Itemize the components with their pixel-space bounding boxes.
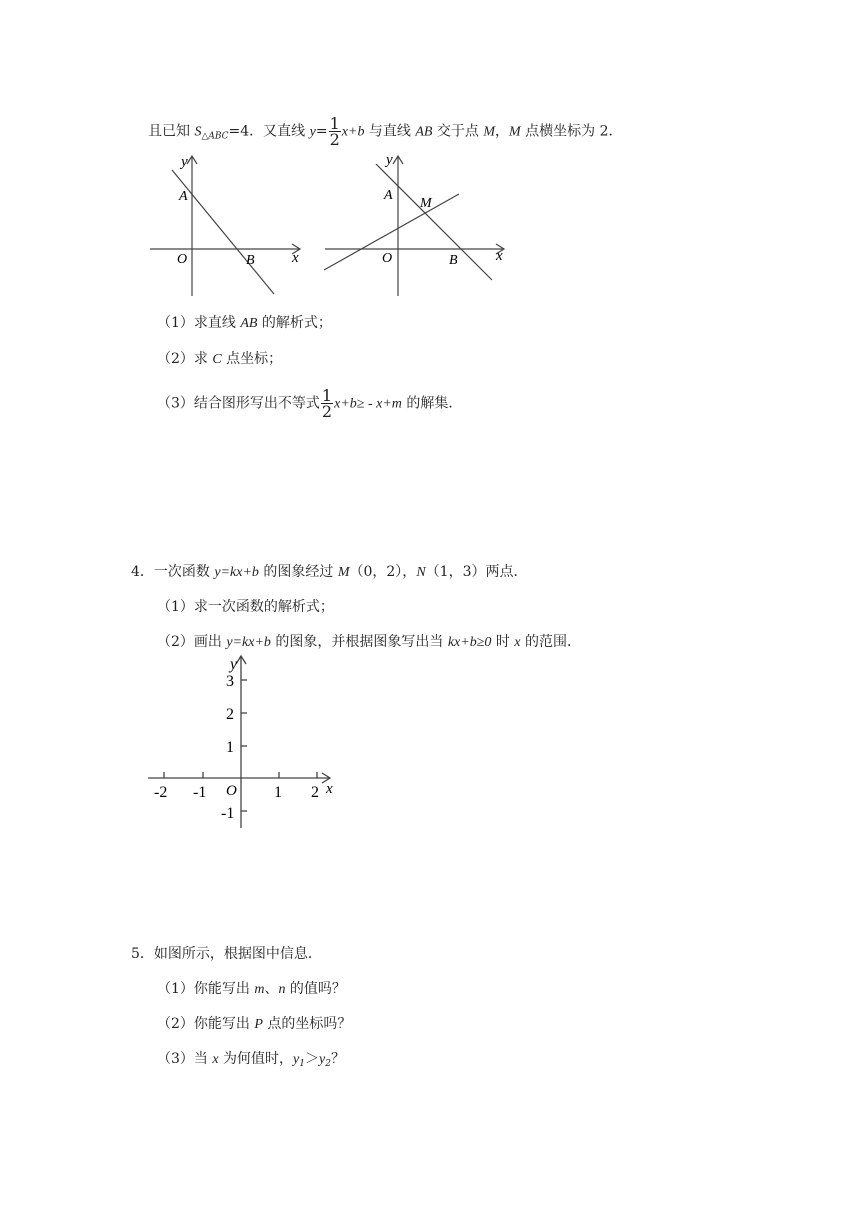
q5-stem xyxy=(131,944,322,964)
point-b-label: B xyxy=(246,253,255,268)
point-m-label: M xyxy=(420,196,432,211)
var-y1: y xyxy=(293,1052,300,1067)
text: 为何值时， xyxy=(218,1051,294,1067)
y-tick-label: 3 xyxy=(226,673,234,690)
var-x: x xyxy=(212,1052,219,1067)
fraction xyxy=(321,388,333,419)
q3-part-3 xyxy=(157,388,462,419)
text: 的解集． xyxy=(401,395,463,412)
point-p: P xyxy=(254,1017,263,1032)
text: 的范围． xyxy=(520,634,581,650)
area-symbol: S xyxy=(194,124,202,140)
x-tick-label: 1 xyxy=(274,784,282,801)
q3-figure-left xyxy=(140,150,310,300)
text: （2）求 xyxy=(157,351,213,367)
x-axis-label: x xyxy=(496,248,503,264)
point-m: M xyxy=(509,124,521,140)
var-m: m xyxy=(254,982,265,997)
text: （1，3）两点． xyxy=(425,564,528,580)
expr: x+b xyxy=(341,124,365,140)
origin-label: O xyxy=(226,783,237,799)
point-a-label: A xyxy=(384,188,393,203)
subscript: 2 xyxy=(325,1059,331,1069)
y-tick-label: -1 xyxy=(221,805,235,822)
var-n: n xyxy=(278,982,286,997)
text: 点的坐标吗？ xyxy=(262,1016,352,1032)
text: （3）结合图形写出不等式 xyxy=(157,395,320,412)
point-m: M xyxy=(337,565,350,580)
q3-figure-right xyxy=(320,150,510,300)
text: （0，2）， xyxy=(349,564,417,580)
origin-label: O xyxy=(382,251,393,266)
var-y2: y xyxy=(318,1052,326,1067)
text: 且已知 xyxy=(148,123,195,140)
text: 的图象经过 xyxy=(258,564,338,580)
fraction-den: 2 xyxy=(329,130,340,149)
q5-part-2 xyxy=(157,1014,351,1035)
y-tick-label: 2 xyxy=(226,706,234,723)
q5-part-1 xyxy=(157,979,346,1000)
q4-part-2 xyxy=(157,632,581,653)
text: 、 xyxy=(264,981,279,997)
text: 的图象，并根据图象写出当 xyxy=(270,634,448,650)
q3-part-1 xyxy=(157,313,332,334)
text: =4．又直线 xyxy=(228,123,310,140)
x-tick-label: 2 xyxy=(311,784,319,801)
text: （1）求直线 xyxy=(157,315,241,331)
text: 点坐标； xyxy=(221,351,283,367)
q5-part-3 xyxy=(157,1049,345,1074)
point-a-label: A xyxy=(179,189,188,204)
point-b-label: B xyxy=(449,253,458,268)
x-tick-label: -2 xyxy=(154,784,168,801)
text: （3）当 xyxy=(157,1051,213,1067)
subscript: 1 xyxy=(299,1059,305,1069)
q3-given-line xyxy=(148,116,623,147)
inequality-expr: kx+b≥0 xyxy=(447,635,492,650)
q3-part-2 xyxy=(157,349,282,370)
area-subscript: △ABC xyxy=(201,131,229,142)
y-axis-label: y xyxy=(181,154,188,170)
greater-than: ＞ xyxy=(304,1051,319,1067)
text: 4．一次函数 xyxy=(131,564,215,580)
line-ab: AB xyxy=(240,316,258,331)
x-axis-label: x xyxy=(326,781,333,797)
fraction xyxy=(329,116,341,147)
var-x: x xyxy=(514,635,521,650)
q4-stem xyxy=(131,562,527,583)
point-n: N xyxy=(416,565,426,580)
fraction-den: 2 xyxy=(321,402,333,421)
text: （1）求一次函数的解析式； xyxy=(157,599,334,615)
y-tick-label: 1 xyxy=(226,739,234,756)
q4-axes xyxy=(140,652,350,832)
text: （1）你能写出 xyxy=(157,981,255,997)
function-expr: y=kx+b xyxy=(214,565,259,580)
text: 5．如图所示，根据图中信息． xyxy=(131,946,322,962)
text: 交于点 xyxy=(432,123,484,140)
fraction-num: 1 xyxy=(329,114,340,133)
text: （2）你能写出 xyxy=(157,1016,255,1032)
function-expr: y=kx+b xyxy=(226,635,271,650)
y-axis-label: y xyxy=(230,656,238,673)
var-y: y xyxy=(309,124,316,140)
q4-part-1 xyxy=(157,597,334,617)
point-m: M xyxy=(483,124,496,140)
inequality-expr: x+b≥ - x+m xyxy=(334,396,402,412)
text: ？ xyxy=(330,1051,345,1067)
text: 点横坐标为 2． xyxy=(520,123,623,140)
text: 的解析式； xyxy=(257,315,332,331)
text: （2）画出 xyxy=(157,634,227,650)
x-axis-label: x xyxy=(292,250,299,266)
text: ， xyxy=(495,123,510,140)
text: 的值吗？ xyxy=(285,981,346,997)
text: 与直线 xyxy=(364,123,416,140)
equals: = xyxy=(315,123,328,140)
x-tick-label: -1 xyxy=(193,784,207,801)
origin-label: O xyxy=(177,252,188,267)
point-c: C xyxy=(212,352,222,367)
y-axis-label: y xyxy=(386,152,393,168)
line-ab: AB xyxy=(415,124,433,140)
fraction-num: 1 xyxy=(321,386,333,405)
text: 时 xyxy=(491,634,515,650)
